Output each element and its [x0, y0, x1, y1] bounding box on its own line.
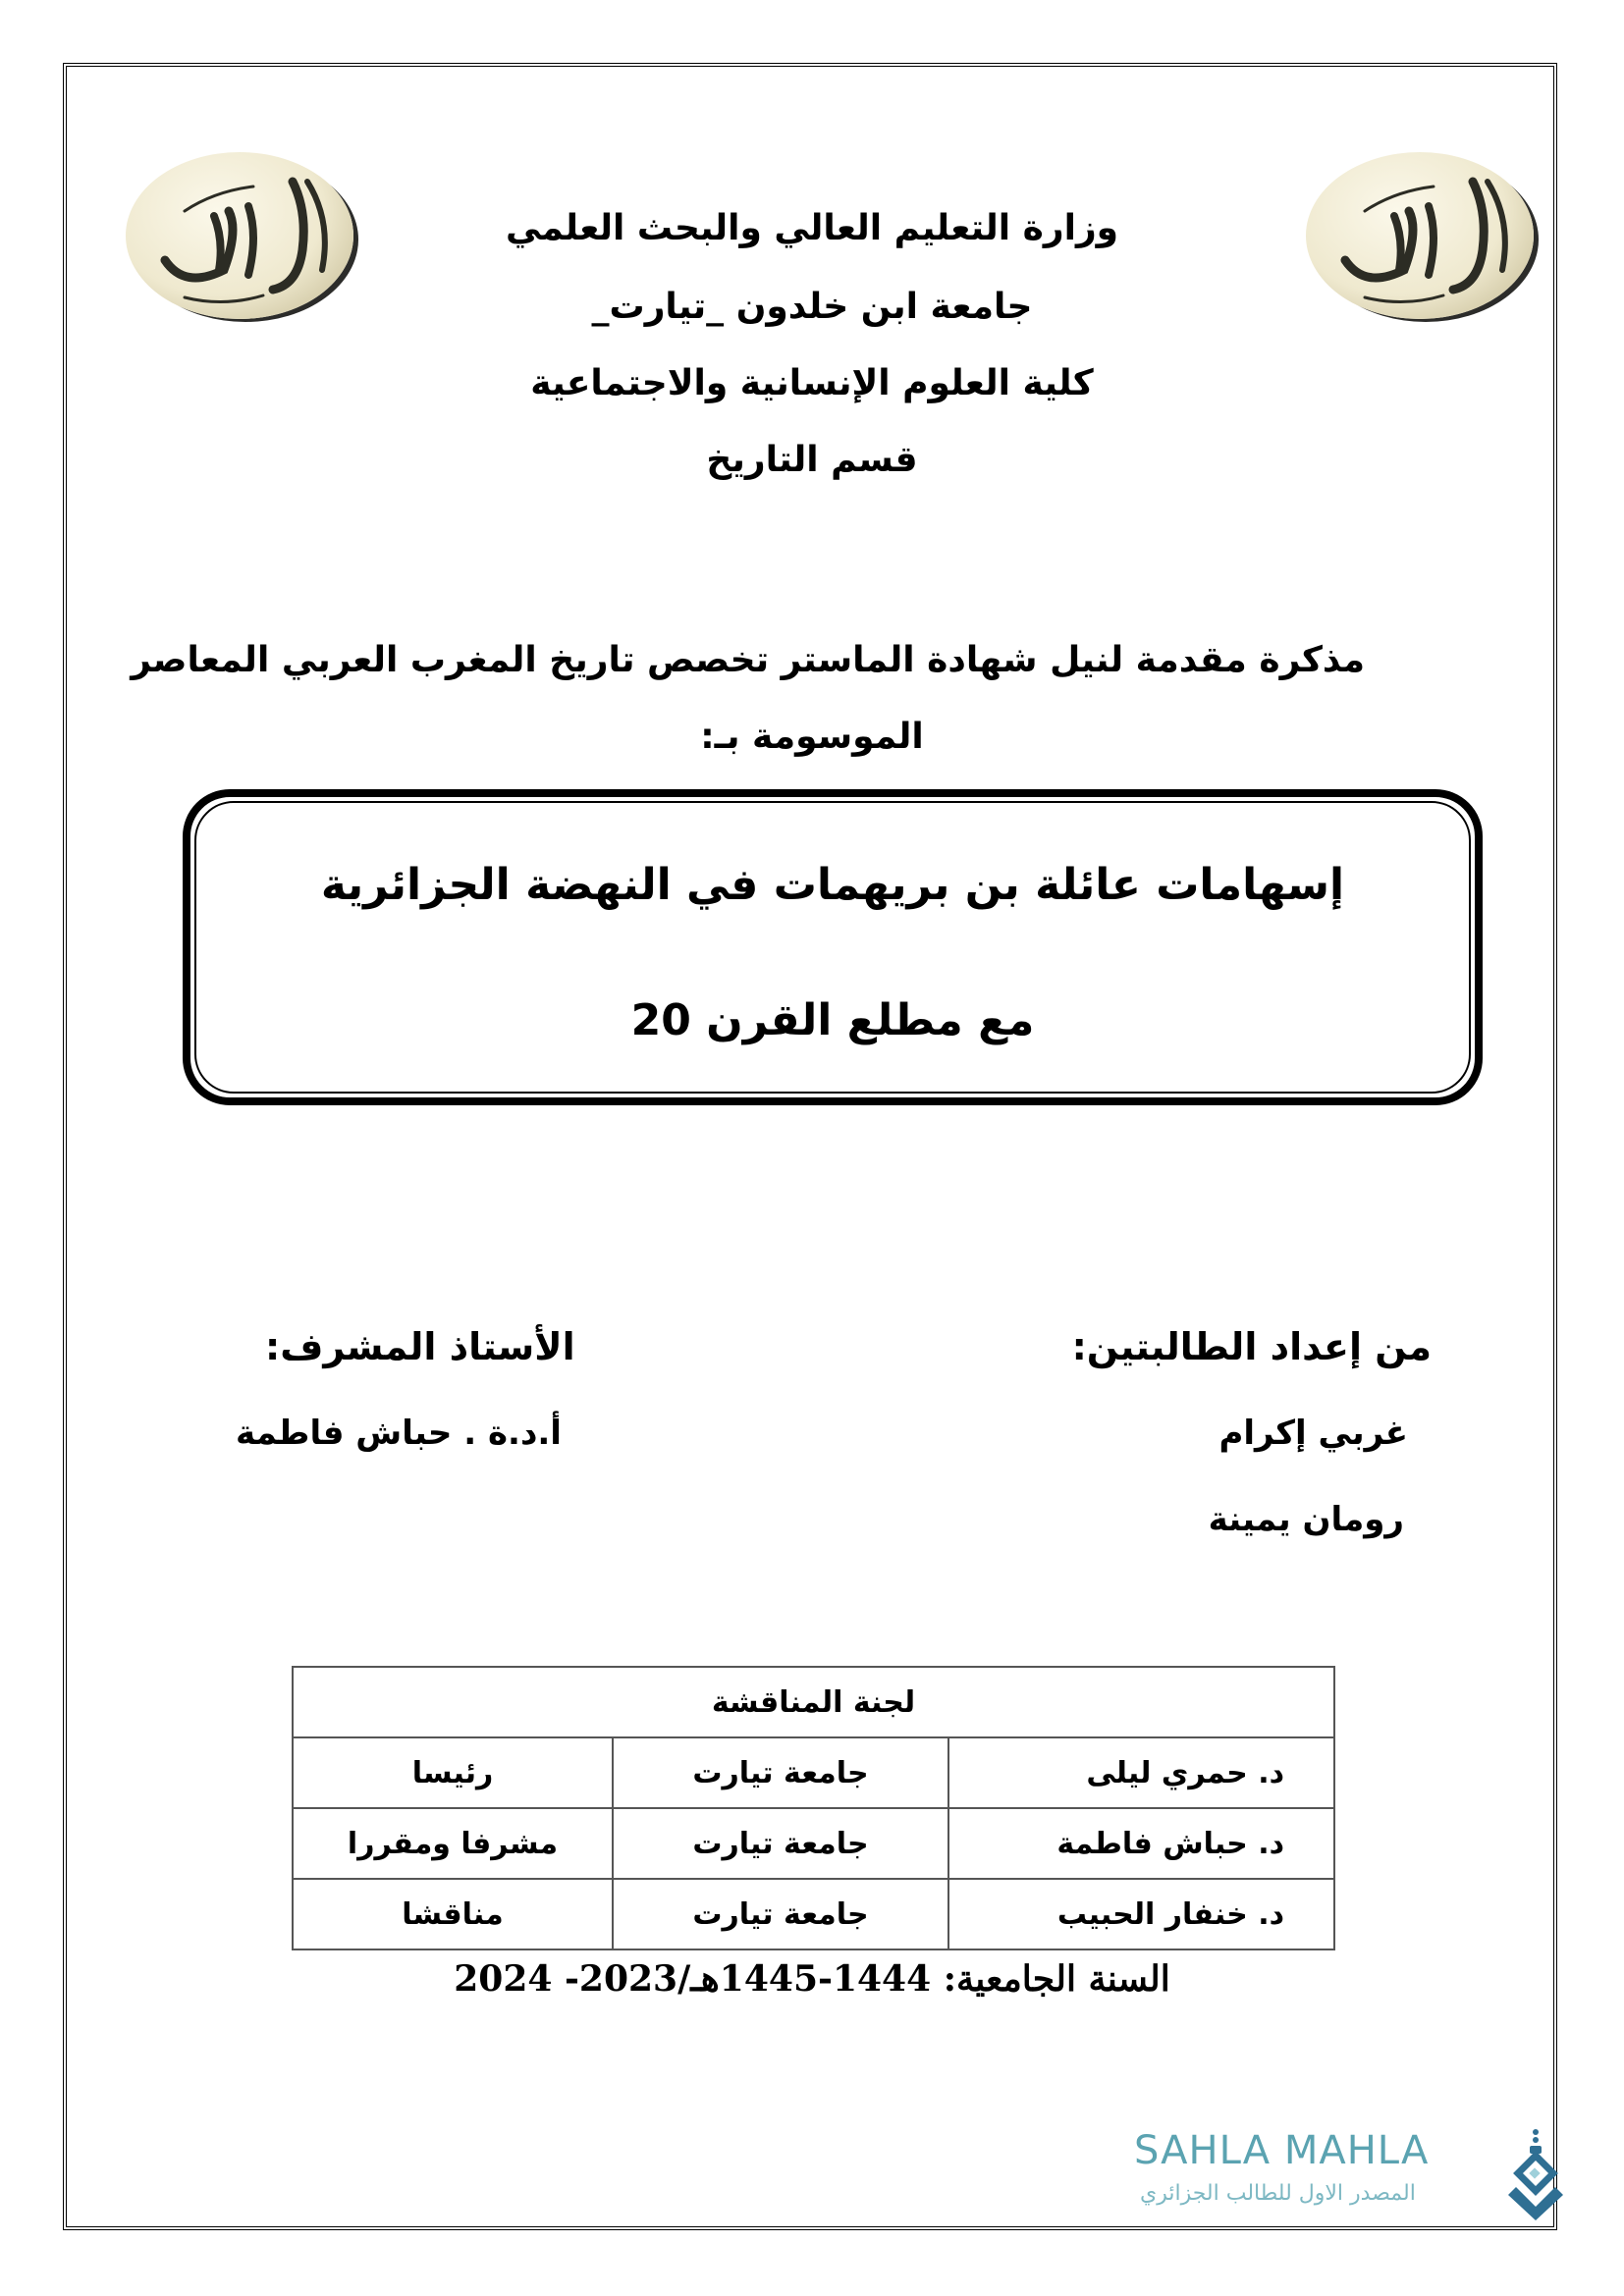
thesis-description: مذكرة مقدمة لنيل شهادة الماستر تخصص تاريخ المغرب العربي المعاصر [131, 640, 1365, 680]
department-name: قسم التاريخ [706, 440, 918, 480]
member-role: مشرفا ومقررا [293, 1808, 613, 1879]
faculty-name: كلية العلوم الإنسانية والاجتماعية [530, 363, 1094, 403]
member-university: جامعة تيارت [613, 1808, 948, 1879]
member-role: رئيسا [293, 1737, 613, 1808]
member-name: د. حباش فاطمة [948, 1808, 1334, 1879]
thesis-title-box [183, 789, 1483, 1105]
university-name: جامعة ابن خلدون _تيارت_ [591, 287, 1033, 327]
table-row [293, 1808, 1334, 1879]
ministry-name: وزارة التعليم العالي والبحث العلمي [505, 208, 1119, 248]
table-row [293, 1737, 1334, 1808]
title-box-inner-border [194, 801, 1471, 1094]
table-row [293, 1879, 1334, 1949]
member-university: جامعة تيارت [613, 1737, 948, 1808]
committee-title: لجنة المناقشة [293, 1667, 1334, 1737]
academic-year: السنة الجامعية: 1444-1445هـ/2023- 2024 [454, 1958, 1170, 2000]
member-university: جامعة تيارت [613, 1879, 948, 1949]
student-name-2: رومان يمينة [1208, 1500, 1404, 1539]
watermark-brand: SAHLA MAHLA [1134, 2128, 1430, 2173]
sahla-mahla-logo-icon [1502, 2126, 1569, 2228]
watermark-tagline: المصدر الاول للطالب الجزائري [1140, 2181, 1416, 2206]
member-role: مناقشا [293, 1879, 613, 1949]
supervisor-label: الأستاذ المشرف: [265, 1325, 575, 1368]
student-name-1: غربي إكرام [1218, 1414, 1408, 1453]
member-name: د. خنفار الحبيب [948, 1879, 1334, 1949]
thesis-title-line-1: إسهامات عائلة بن بريهمات في النهضة الجزائرية [320, 860, 1345, 910]
member-name: د. حمري ليلى [948, 1737, 1334, 1808]
supervisor-name: أ.د.ة . حباش فاطمة [236, 1414, 562, 1453]
students-label: من إعداد الطالبتين: [1071, 1325, 1432, 1368]
titled-label: الموسومة بـ: [700, 717, 924, 757]
sahla-mahla-watermark [1134, 2120, 1566, 2228]
committee-table [292, 1666, 1335, 1950]
thesis-title-line-2: مع مطلع القرن 20 [630, 995, 1035, 1045]
